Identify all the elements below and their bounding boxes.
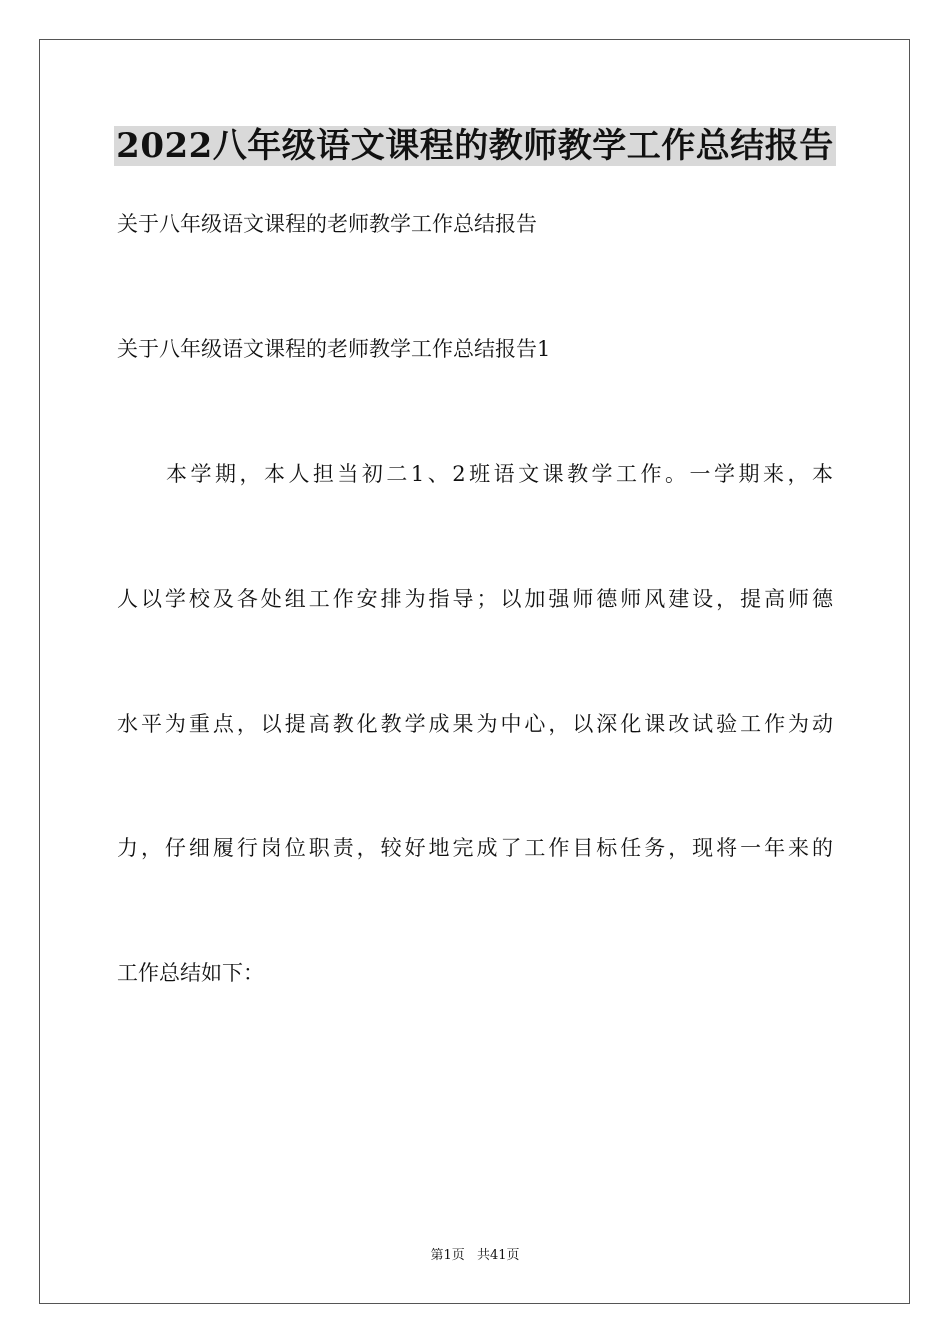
document-title-text: 2022八年级语文课程的教师教学工作总结报告 [116,126,834,166]
paragraph-line: 本学期，本人担当初二1、2班语文课教学工作。一学期来，本 [117,462,833,486]
document-title [0,124,950,168]
document-subtitle: 关于八年级语文课程的老师教学工作总结报告 [117,212,537,236]
paragraph-line: 人以学校及各处组工作安排为指导；以加强师德师风建设，提高师德 [117,587,833,611]
page-number: 第1页 [430,1248,465,1263]
page-total: 共41页 [476,1248,520,1263]
section-heading: 关于八年级语文课程的老师教学工作总结报告1 [117,337,551,361]
page-footer [0,1247,950,1265]
paragraph-line: 力，仔细履行岗位职责，较好地完成了工作目标任务，现将一年来的 [117,836,833,860]
paragraph-line: 工作总结如下： [117,961,264,985]
paragraph-line: 水平为重点，以提高教化教学成果为中心，以深化课改试验工作为动 [117,712,833,736]
